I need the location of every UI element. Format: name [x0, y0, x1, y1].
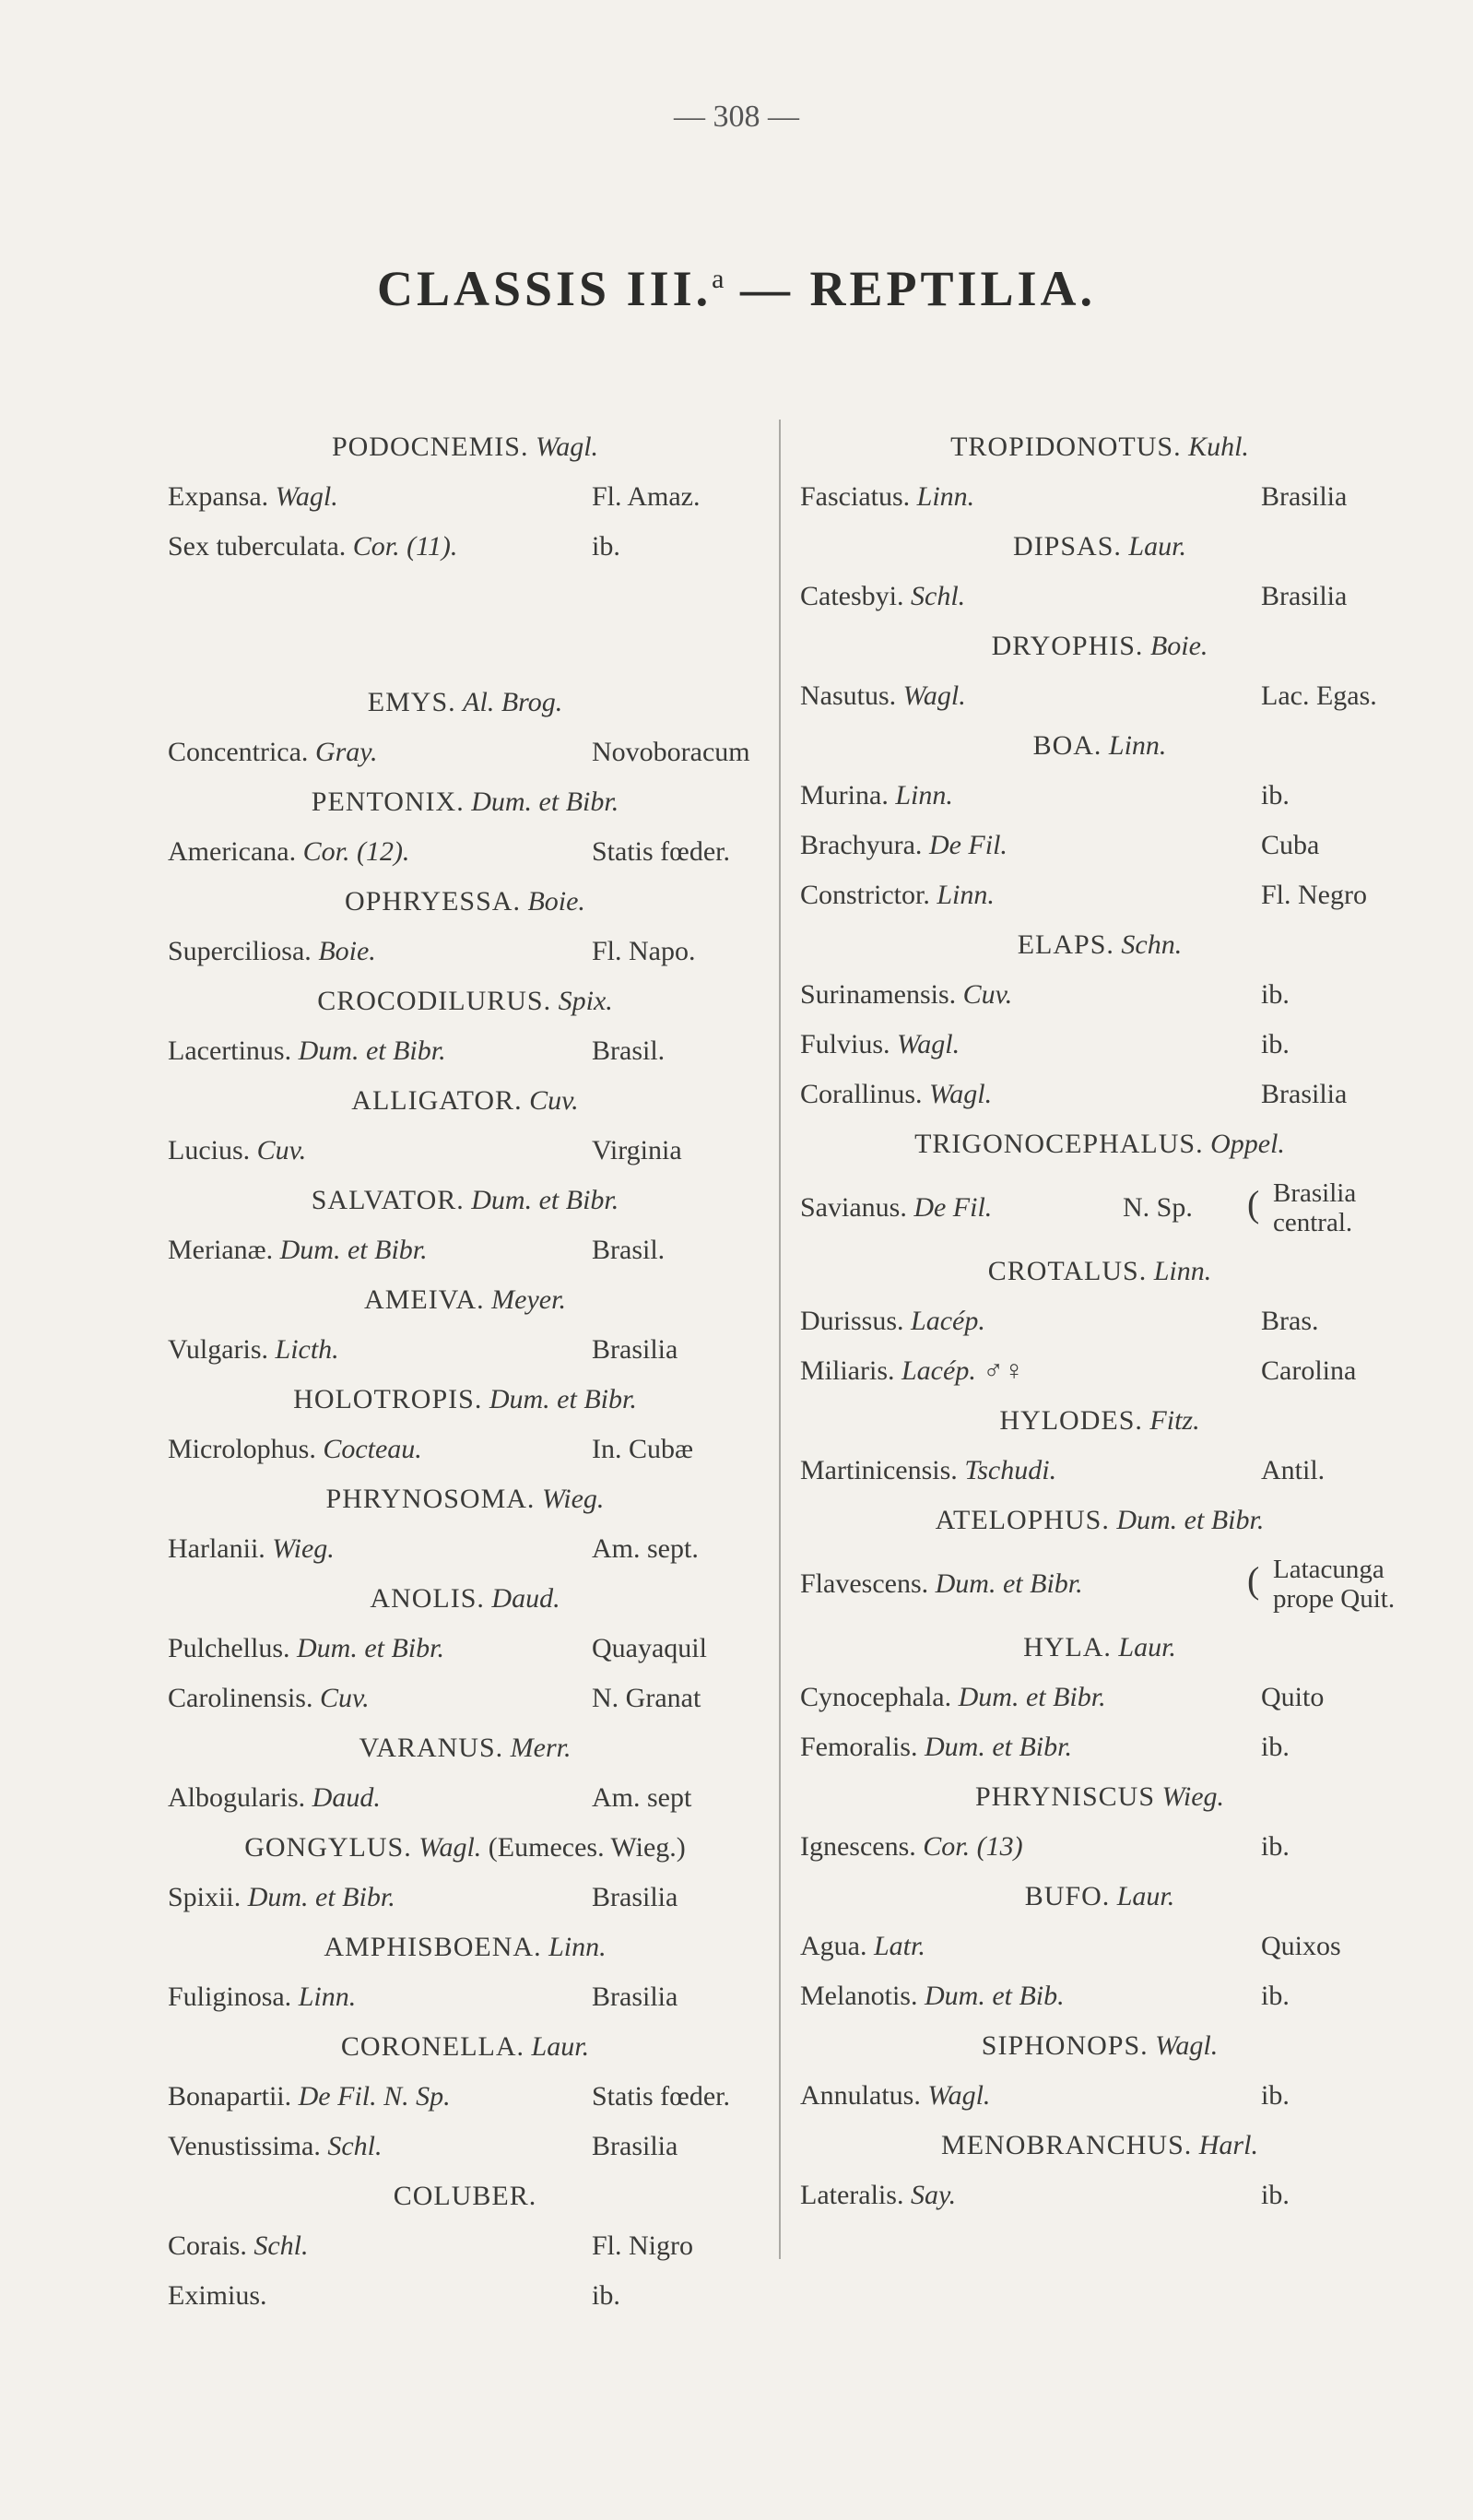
- genus-author: Cuv.: [529, 1085, 579, 1116]
- species-entry: [168, 1425, 762, 1474]
- species-author: Wagl.: [897, 1029, 960, 1059]
- species-name: Agua.: [800, 1931, 867, 1961]
- species-author: Linn.: [895, 780, 953, 810]
- genus-author: Linn.: [1153, 1256, 1212, 1286]
- genus-heading: [168, 1474, 762, 1524]
- title-superscript: a: [712, 264, 725, 294]
- species-name: Superciliosa.: [168, 936, 312, 966]
- page-title: [0, 260, 1473, 317]
- genus-author: Linn.: [1108, 730, 1167, 761]
- genus-heading: [168, 2171, 762, 2221]
- species-author: Cuv.: [256, 1135, 307, 1165]
- genus-heading: [168, 1275, 762, 1325]
- species-author: Wagl.: [275, 481, 338, 512]
- species-entry: [800, 1822, 1399, 1872]
- species-entry: [800, 2071, 1399, 2121]
- genus-name: ANOLIS.: [370, 1583, 485, 1614]
- species-text: [800, 1192, 992, 1223]
- species-entry: [168, 1674, 762, 1723]
- locality-line: Latacunga: [1273, 1555, 1385, 1584]
- species-name: Lucius.: [168, 1135, 251, 1165]
- genus-name: OPHRYESSA.: [345, 886, 521, 917]
- species-name: Eximius.: [168, 2280, 267, 2311]
- species-locality: In. Cubæ: [592, 1434, 694, 1464]
- species-name: Sex tuberculata.: [168, 531, 347, 562]
- species-name: Concentrica.: [168, 737, 309, 767]
- genus-name: SIPHONOPS.: [981, 2030, 1149, 2061]
- genus-heading: [168, 1723, 762, 1773]
- species-entry: [800, 1296, 1399, 1346]
- species-author: Linn.: [298, 1982, 357, 2012]
- genus-heading: [800, 1772, 1399, 1822]
- genus-heading: [168, 1823, 762, 1873]
- genus-author: Dum. et Bibr.: [471, 787, 619, 817]
- species-locality: Fl. Nigro: [592, 2230, 694, 2261]
- genus-name: EMYS.: [367, 687, 456, 717]
- genus-author: Laur.: [1128, 531, 1186, 562]
- species-author: Dum. et Bib.: [925, 1981, 1065, 2011]
- species-entry: [800, 671, 1399, 721]
- species-locality: Brasilia: [1261, 581, 1348, 611]
- species-note: ♂♀: [983, 1355, 1025, 1386]
- species-author: Linn.: [916, 481, 975, 512]
- species-author: De Fil.: [928, 830, 1008, 860]
- locality-line: central.: [1273, 1208, 1353, 1237]
- species-author: Lacép.: [901, 1355, 976, 1386]
- species-name: Merianæ.: [168, 1235, 274, 1265]
- locality-line: Brasilia: [1273, 1178, 1357, 1208]
- species-locality: Am. sept: [592, 1782, 692, 1813]
- genus-author: Spix.: [558, 986, 613, 1016]
- species-author: Cuv.: [320, 1683, 370, 1713]
- species-locality: Novoboracum: [592, 737, 750, 767]
- species-author: De Fil.: [298, 2081, 377, 2112]
- species-name: Albogularis.: [168, 1782, 306, 1813]
- species-entry: [168, 728, 762, 777]
- species-entry: [168, 2072, 762, 2122]
- species-entry: [168, 1972, 762, 2022]
- genus-author: Dum. et Bibr.: [1116, 1505, 1265, 1535]
- species-author: Wagl.: [929, 1079, 993, 1109]
- genus-author: Merr.: [510, 1733, 572, 1763]
- species-name: Venustissima.: [168, 2131, 321, 2161]
- genus-heading: [800, 1496, 1399, 1545]
- genus-heading: [168, 422, 762, 472]
- species-author: Wagl.: [902, 680, 966, 711]
- species-entry: [168, 472, 762, 522]
- genus-heading: [800, 1247, 1399, 1296]
- species-author: Dum. et Bibr.: [298, 1035, 446, 1066]
- genus-heading: [800, 1623, 1399, 1673]
- species-locality: ib.: [592, 531, 620, 562]
- left-column: [168, 422, 762, 2321]
- species-entry: [168, 1026, 762, 1076]
- genus-name: TROPIDONOTUS.: [950, 432, 1182, 462]
- genus-name: HYLA.: [1023, 1632, 1112, 1662]
- genus-name: ATELOPHUS.: [935, 1505, 1110, 1535]
- species-locality: Fl. Napo.: [592, 936, 696, 966]
- genus-name: BUFO.: [1024, 1881, 1111, 1911]
- species-locality: Lac. Egas.: [1261, 680, 1377, 711]
- species-author: Dum. et Bibr.: [297, 1633, 444, 1663]
- species-entry: [800, 1673, 1399, 1722]
- species-locality: Brasilia: [592, 1334, 678, 1365]
- genus-heading: [168, 1076, 762, 1126]
- genus-heading: [800, 721, 1399, 771]
- genus-author: Wagl.: [418, 1832, 482, 1863]
- species-name: Femoralis.: [800, 1732, 918, 1762]
- species-entry: [800, 771, 1399, 821]
- species-locality: Brasil.: [592, 1235, 666, 1265]
- species-locality: Quito: [1261, 1682, 1325, 1712]
- species-entry: [800, 1545, 1399, 1623]
- species-author: Licth.: [275, 1334, 339, 1365]
- genus-author: Daud.: [491, 1583, 560, 1614]
- genus-heading: [800, 1396, 1399, 1446]
- species-author: Cor.: [302, 836, 350, 867]
- species-locality: ib.: [1261, 2180, 1290, 2210]
- species-name: Spixii.: [168, 1882, 242, 1912]
- species-name: Cynocephala.: [800, 1682, 952, 1712]
- genus-author: Wieg.: [1161, 1781, 1225, 1812]
- genus-name: AMPHISBOENA.: [324, 1932, 542, 1962]
- title-main: CLASSIS III.: [376, 261, 713, 316]
- genus-name: HOLOTROPIS.: [293, 1384, 483, 1414]
- species-author: Daud.: [312, 1782, 381, 1813]
- species-name: Fuliginosa.: [168, 1982, 292, 2012]
- genus-heading: [800, 621, 1399, 671]
- species-author: Dum. et Bibr.: [247, 1882, 395, 1912]
- species-entry: [800, 1971, 1399, 2021]
- genus-author: Harl.: [1198, 2130, 1258, 2160]
- genus-name: HYLODES.: [999, 1405, 1143, 1436]
- species-locality: ib.: [1261, 780, 1290, 810]
- species-name: Brachyura.: [800, 830, 923, 860]
- genus-heading: [800, 920, 1399, 970]
- species-entry: [800, 1070, 1399, 1119]
- species-locality: Brasilia: [1261, 481, 1348, 512]
- genus-author: Dum. et Bibr.: [489, 1384, 637, 1414]
- column-divider: [779, 420, 781, 2259]
- genus-name: SALVATOR.: [311, 1185, 465, 1215]
- species-entry: [168, 2271, 762, 2321]
- species-locality: ib.: [1261, 979, 1290, 1010]
- genus-author: Dum. et Bibr.: [471, 1185, 619, 1215]
- species-note: (11).: [407, 531, 458, 562]
- genus-heading: [168, 1176, 762, 1225]
- brace-glyph: (: [1247, 1559, 1260, 1601]
- species-name: Surinamensis.: [800, 979, 957, 1010]
- species-author: Latr.: [873, 1931, 925, 1961]
- species-locality: ib.: [1261, 1831, 1290, 1862]
- species-locality: ib.: [592, 2280, 620, 2311]
- genus-name: TRIGONOCEPHALUS.: [914, 1129, 1204, 1159]
- genus-heading: [168, 777, 762, 827]
- species-entry: [168, 2122, 762, 2171]
- species-note: (12).: [356, 836, 410, 867]
- species-name: Savianus.: [800, 1192, 907, 1223]
- genus-heading: [168, 877, 762, 927]
- species-locality: ib.: [1261, 1981, 1290, 2011]
- genus-name: PENTONIX.: [311, 787, 465, 817]
- genus-author: Wieg.: [541, 1484, 605, 1514]
- species-entry: [800, 1169, 1399, 1247]
- genus-author: Boie.: [1149, 631, 1208, 661]
- species-author: Cor.: [352, 531, 400, 562]
- species-author: Cor.: [923, 1831, 971, 1862]
- genus-heading: [168, 678, 762, 728]
- species-author: Dum. et Bibr.: [935, 1568, 1083, 1599]
- genus-name: DRYOPHIS.: [991, 631, 1144, 661]
- species-name: Lacertinus.: [168, 1035, 292, 1066]
- species-author: Schl.: [911, 581, 966, 611]
- genus-name: PHRYNISCUS: [974, 1781, 1156, 1812]
- species-locality: Antil.: [1261, 1455, 1326, 1485]
- species-entry: [168, 1624, 762, 1674]
- species-locality: Brasil.: [592, 1035, 666, 1066]
- genus-author: Linn.: [548, 1932, 607, 1962]
- species-name: Fulvius.: [800, 1029, 890, 1059]
- species-name: Murina.: [800, 780, 889, 810]
- species-locality: Brasilia: [1261, 1079, 1348, 1109]
- genus-author: Kuhl.: [1188, 432, 1249, 462]
- species-note: (13): [976, 1831, 1023, 1862]
- species-author: Say.: [910, 2180, 957, 2210]
- species-locality: Quixos: [1261, 1931, 1341, 1961]
- species-name: Catesbyi.: [800, 581, 904, 611]
- genus-note: (Eumeces. Wieg.): [488, 1832, 686, 1863]
- species-entry: [800, 1722, 1399, 1772]
- species-name: Ignescens.: [800, 1831, 916, 1862]
- genus-name: ALLIGATOR.: [351, 1085, 523, 1116]
- species-name: Expansa.: [168, 481, 269, 512]
- species-locality: ib.: [1261, 2080, 1290, 2111]
- species-locality: Fl. Amaz.: [592, 481, 701, 512]
- species-author: Linn.: [937, 880, 995, 910]
- genus-author: Schn.: [1121, 929, 1183, 960]
- genus-author: Wagl.: [1155, 2030, 1219, 2061]
- genus-heading: [800, 1872, 1399, 1922]
- genus-name: CROCODILURUS.: [317, 986, 552, 1016]
- genus-name: CROTALUS.: [987, 1256, 1148, 1286]
- species-locality: Cuba: [1261, 830, 1320, 860]
- right-column: [800, 422, 1399, 2220]
- species-locality: Quayaquil: [592, 1633, 707, 1663]
- genus-name: BOA.: [1032, 730, 1102, 761]
- species-entry: [800, 1446, 1399, 1496]
- species-author: Dum. et Bibr.: [925, 1732, 1072, 1762]
- genus-heading: [800, 1119, 1399, 1169]
- species-entry: [800, 2171, 1399, 2220]
- species-locality: Statis fœder.: [592, 2081, 730, 2112]
- species-name: Fasciatus.: [800, 481, 911, 512]
- brace-glyph: (: [1247, 1183, 1260, 1225]
- locality-brace-group: [1247, 1555, 1395, 1614]
- genus-name: ELAPS.: [1017, 929, 1114, 960]
- genus-author: Laur.: [1118, 1632, 1176, 1662]
- species-locality: ib.: [1261, 1732, 1290, 1762]
- genus-heading: [168, 1375, 762, 1425]
- species-name: Pulchellus.: [168, 1633, 290, 1663]
- species-author: Cuv.: [962, 979, 1013, 1010]
- species-name: Bonapartii.: [168, 2081, 292, 2112]
- species-name: Corais.: [168, 2230, 247, 2261]
- species-locality: Statis fœder.: [592, 836, 730, 867]
- species-author: Boie.: [318, 936, 376, 966]
- species-author: Schl.: [327, 2131, 383, 2161]
- species-locality: N. Granat: [592, 1683, 701, 1713]
- species-entry: [168, 1126, 762, 1176]
- locality-line: prope Quit.: [1273, 1584, 1396, 1614]
- genus-heading: [800, 522, 1399, 572]
- species-entry: [168, 1225, 762, 1275]
- species-author: Schl.: [253, 2230, 309, 2261]
- genus-name: CORONELLA.: [340, 2031, 525, 2062]
- species-name: Constrictor.: [800, 880, 930, 910]
- genus-name: GONGYLUS.: [244, 1832, 412, 1863]
- species-name: Miliaris.: [800, 1355, 895, 1386]
- genus-name: PHRYNOSOMA.: [325, 1484, 536, 1514]
- species-author: Wieg.: [272, 1533, 335, 1564]
- species-name: Carolinensis.: [168, 1683, 313, 1713]
- title-rest: — REPTILIA.: [724, 261, 1097, 316]
- genus-heading: [168, 1574, 762, 1624]
- species-name: Durissus.: [800, 1306, 904, 1336]
- genus-heading: [800, 422, 1399, 472]
- species-entry: [168, 827, 762, 877]
- species-name: Lateralis.: [800, 2180, 904, 2210]
- genus-author: Laur.: [1116, 1881, 1175, 1911]
- species-name: Nasutus.: [800, 680, 897, 711]
- species-entry: [800, 821, 1399, 870]
- spacer: [168, 572, 762, 678]
- genus-heading: [168, 976, 762, 1026]
- species-locality: ib.: [1261, 1029, 1290, 1059]
- species-note: N. Sp.: [1123, 1192, 1193, 1223]
- genus-name: DIPSAS.: [1013, 531, 1122, 562]
- genus-heading: [168, 1923, 762, 1972]
- species-entry: [800, 1346, 1399, 1396]
- species-name: Melanotis.: [800, 1981, 918, 2011]
- species-entry: [800, 970, 1399, 1020]
- genus-name: VARANUS.: [359, 1733, 504, 1763]
- species-entry: [800, 472, 1399, 522]
- species-locality: Am. sept.: [592, 1533, 699, 1564]
- page-number: — 308 —: [674, 100, 799, 134]
- species-note: N. Sp.: [383, 2081, 451, 2112]
- genus-name: AMEIVA.: [364, 1284, 485, 1315]
- species-name: Martinicensis.: [800, 1455, 958, 1485]
- species-entry: [168, 1873, 762, 1923]
- species-text: [800, 1568, 1083, 1599]
- genus-author: Oppel.: [1210, 1129, 1285, 1159]
- genus-author: Al. Brog.: [463, 687, 563, 717]
- species-author: Dum. et Bibr.: [958, 1682, 1106, 1712]
- species-author: De Fil.: [913, 1192, 993, 1223]
- species-entry: [168, 522, 762, 572]
- species-locality: Brasilia: [592, 2131, 678, 2161]
- species-locality: Bras.: [1261, 1306, 1319, 1336]
- species-author: Tschudi.: [964, 1455, 1057, 1485]
- species-author: Wagl.: [927, 2080, 991, 2111]
- species-author: Cocteau.: [323, 1434, 422, 1464]
- species-locality: Carolina: [1261, 1355, 1357, 1386]
- species-entry: [168, 1524, 762, 1574]
- species-author: Gray.: [314, 737, 378, 767]
- genus-heading: [800, 2121, 1399, 2171]
- genus-name: COLUBER.: [393, 2181, 537, 2211]
- species-name: Annulatus.: [800, 2080, 921, 2111]
- genus-author: Boie.: [527, 886, 585, 917]
- species-entry: [168, 1325, 762, 1375]
- species-entry: [168, 1773, 762, 1823]
- species-author: Lacép.: [911, 1306, 985, 1336]
- species-locality: Brasilia: [592, 1982, 678, 2012]
- species-entry: [800, 870, 1399, 920]
- genus-author: Wagl.: [535, 432, 599, 462]
- species-locality: Brasilia: [592, 1882, 678, 1912]
- species-entry: [168, 927, 762, 976]
- species-name: Vulgaris.: [168, 1334, 269, 1365]
- species-entry: [168, 2221, 762, 2271]
- genus-author: Meyer.: [491, 1284, 566, 1315]
- species-locality: Virginia: [592, 1135, 682, 1165]
- genus-heading: [168, 2022, 762, 2072]
- species-author: Dum. et Bibr.: [279, 1235, 428, 1265]
- species-name: Harlanii.: [168, 1533, 265, 1564]
- species-entry: [800, 1020, 1399, 1070]
- species-name: Corallinus.: [800, 1079, 923, 1109]
- genus-name: MENOBRANCHUS.: [941, 2130, 1193, 2160]
- species-locality: Fl. Negro: [1261, 880, 1367, 910]
- species-name: Microlophus.: [168, 1434, 316, 1464]
- locality-brace-group: [1247, 1178, 1356, 1237]
- genus-author: Fitz.: [1149, 1405, 1200, 1436]
- genus-name: PODOCNEMIS.: [331, 432, 529, 462]
- genus-heading: [800, 2021, 1399, 2071]
- species-name: Flavescens.: [800, 1568, 929, 1599]
- species-name: Americana.: [168, 836, 297, 867]
- species-entry: [800, 572, 1399, 621]
- species-entry: [800, 1922, 1399, 1971]
- genus-author: Laur.: [531, 2031, 590, 2062]
